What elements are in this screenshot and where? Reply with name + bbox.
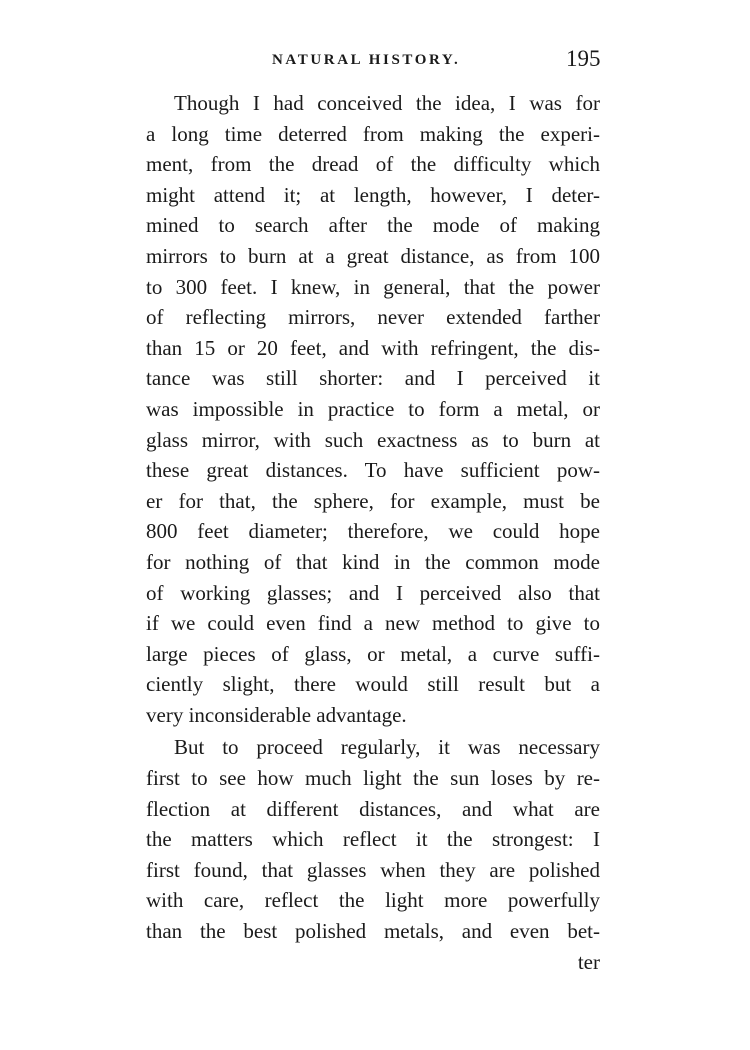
text-line: than 15 or 20 feet, and with refringent, the dis- bbox=[146, 335, 600, 360]
text-line: ment, from the dread of the difficulty which bbox=[146, 152, 600, 177]
text-line: mirrors to burn at a great distance, as from 100 bbox=[146, 243, 600, 268]
text-line: first to see how much light the sun loses by re- bbox=[146, 766, 600, 791]
running-head bbox=[0, 46, 750, 76]
text-line: Though I had conceived the idea, I was for bbox=[174, 91, 600, 115]
text-line: ciently slight, there would still result but a bbox=[146, 672, 600, 697]
text-line: if we could even find a new method to give to bbox=[146, 611, 600, 636]
text-line: with care, reflect the light more powerfully bbox=[146, 888, 600, 913]
text-line: flection at different distances, and what are bbox=[146, 796, 600, 821]
text-line: these great distances. To have sufficient pow- bbox=[146, 458, 600, 483]
text-line: than the best polished metals, and even bet- bbox=[146, 919, 600, 944]
text-line: er for that, the sphere, for example, must be bbox=[146, 488, 600, 513]
text-line: tance was still shorter: and I perceived it bbox=[146, 366, 600, 391]
text-line: might attend it; at length, however, I deter- bbox=[146, 182, 600, 207]
catchword: ter bbox=[577, 949, 600, 974]
text-line: very inconsiderable advantage. bbox=[146, 702, 407, 727]
text-line: a long time deterred from making the experi- bbox=[146, 121, 600, 146]
page-number: 195 bbox=[566, 46, 601, 71]
text-line: to 300 feet. I knew, in general, that the power bbox=[146, 274, 600, 299]
text-line: large pieces of glass, or metal, a curve suffi- bbox=[146, 641, 600, 666]
text-line: of reflecting mirrors, never extended farther bbox=[146, 305, 600, 330]
text-line: glass mirror, with such exactness as to burn at bbox=[146, 427, 600, 452]
text-line: But to proceed regularly, it was necessary bbox=[174, 735, 600, 760]
running-title: NATURAL HISTORY. bbox=[272, 52, 461, 68]
text-line: 800 feet diameter; therefore, we could hope bbox=[146, 519, 600, 544]
text-line: of working glasses; and I perceived also that bbox=[146, 580, 600, 605]
text-line: the matters which reflect it the strongest: I bbox=[146, 827, 600, 852]
text-line: first found, that glasses when they are polished bbox=[146, 857, 600, 882]
body-text bbox=[146, 88, 600, 977]
text-line: was impossible in practice to form a metal, or bbox=[146, 396, 600, 421]
text-line: mined to search after the mode of making bbox=[146, 213, 600, 238]
text-line: for nothing of that kind in the common mode bbox=[146, 549, 600, 574]
